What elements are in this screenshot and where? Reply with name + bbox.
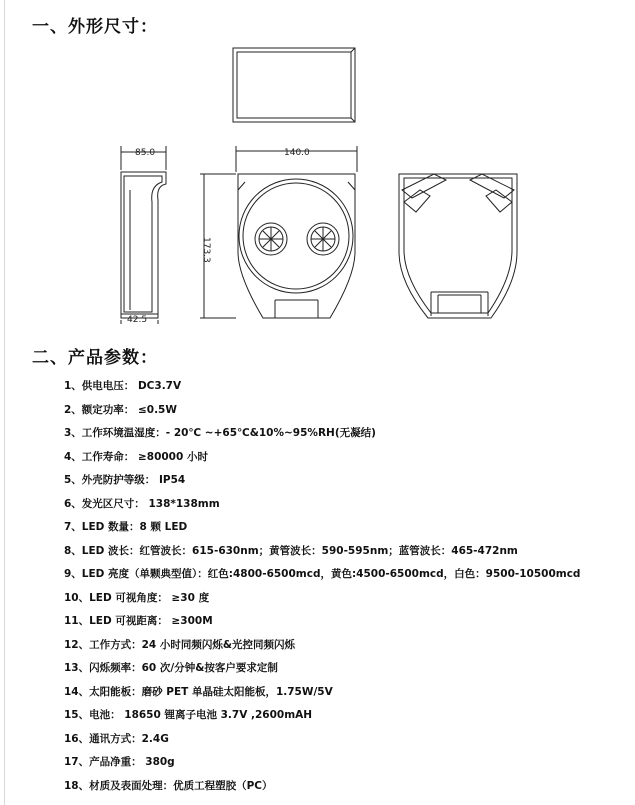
param-led-count: 7、LED 数量：8 颗 LED [64, 521, 188, 533]
param-emitting-area: 6、发光区尺寸： 138*138mm [64, 497, 220, 510]
param-viewing-angle: 10、LED 可视角度： ≥30 度 [64, 591, 210, 604]
param-communication: 16、通讯方式：2.4G [64, 732, 169, 745]
param-working-mode: 12、工作方式：24 小时同频闪烁&光控同频闪烁 [64, 638, 296, 651]
dimension-drawing [0, 0, 635, 340]
parameter-list [64, 375, 580, 798]
param-led-wavelength: 8、LED 波长：红管波长：615-630nm；黄管波长：590-595nm；蓝管波长：465-472nm [64, 544, 518, 557]
side-width-label: 85.0 [135, 148, 156, 158]
front-width-label: 140.0 [284, 148, 310, 158]
parameters-heading: 二、产品参数： [32, 348, 158, 368]
param-protection-rating: 5、外壳防护等级： IP54 [64, 474, 186, 486]
side-bottom-label: 42.5 [127, 315, 148, 325]
dimensions-heading: 一、外形尺寸： [32, 17, 158, 37]
param-rated-power: 2、额定功率： ≤0.5W [64, 403, 177, 416]
side-view [121, 146, 166, 324]
param-operating-environment: 3、工作环境温湿度：- 20℃ ~+65℃&10%~95%RH(无凝结) [64, 427, 376, 439]
top-view [233, 48, 355, 122]
height-label: 173.3 [201, 237, 211, 263]
param-flash-frequency: 13、闪烁频率：60 次/分钟&按客户要求定制 [64, 662, 278, 674]
param-led-brightness: 9、LED 亮度（单颗典型值）：红色:4800-6500mcd，黄色:4500-6500mcd，白色：9500-10500mcd [64, 568, 581, 580]
param-net-weight: 17、产品净重： 380g [64, 756, 175, 768]
back-view [399, 174, 517, 318]
param-material: 18、材质及表面处理：优质工程塑胶（PC） [64, 779, 273, 792]
param-supply-voltage: 1、供电电压： DC3.7V [64, 380, 182, 392]
param-solar-panel: 14、太阳能板：磨砂 PET 单晶硅太阳能板，1.75W/5V [64, 685, 333, 698]
param-battery: 15、电池： 18650 锂离子电池 3.7V ,2600mAH [64, 709, 313, 721]
param-viewing-distance: 11、LED 可视距离： ≥300M [64, 615, 213, 627]
param-lifetime: 4、工作寿命： ≥80000 小时 [64, 450, 208, 463]
front-view [200, 146, 357, 318]
